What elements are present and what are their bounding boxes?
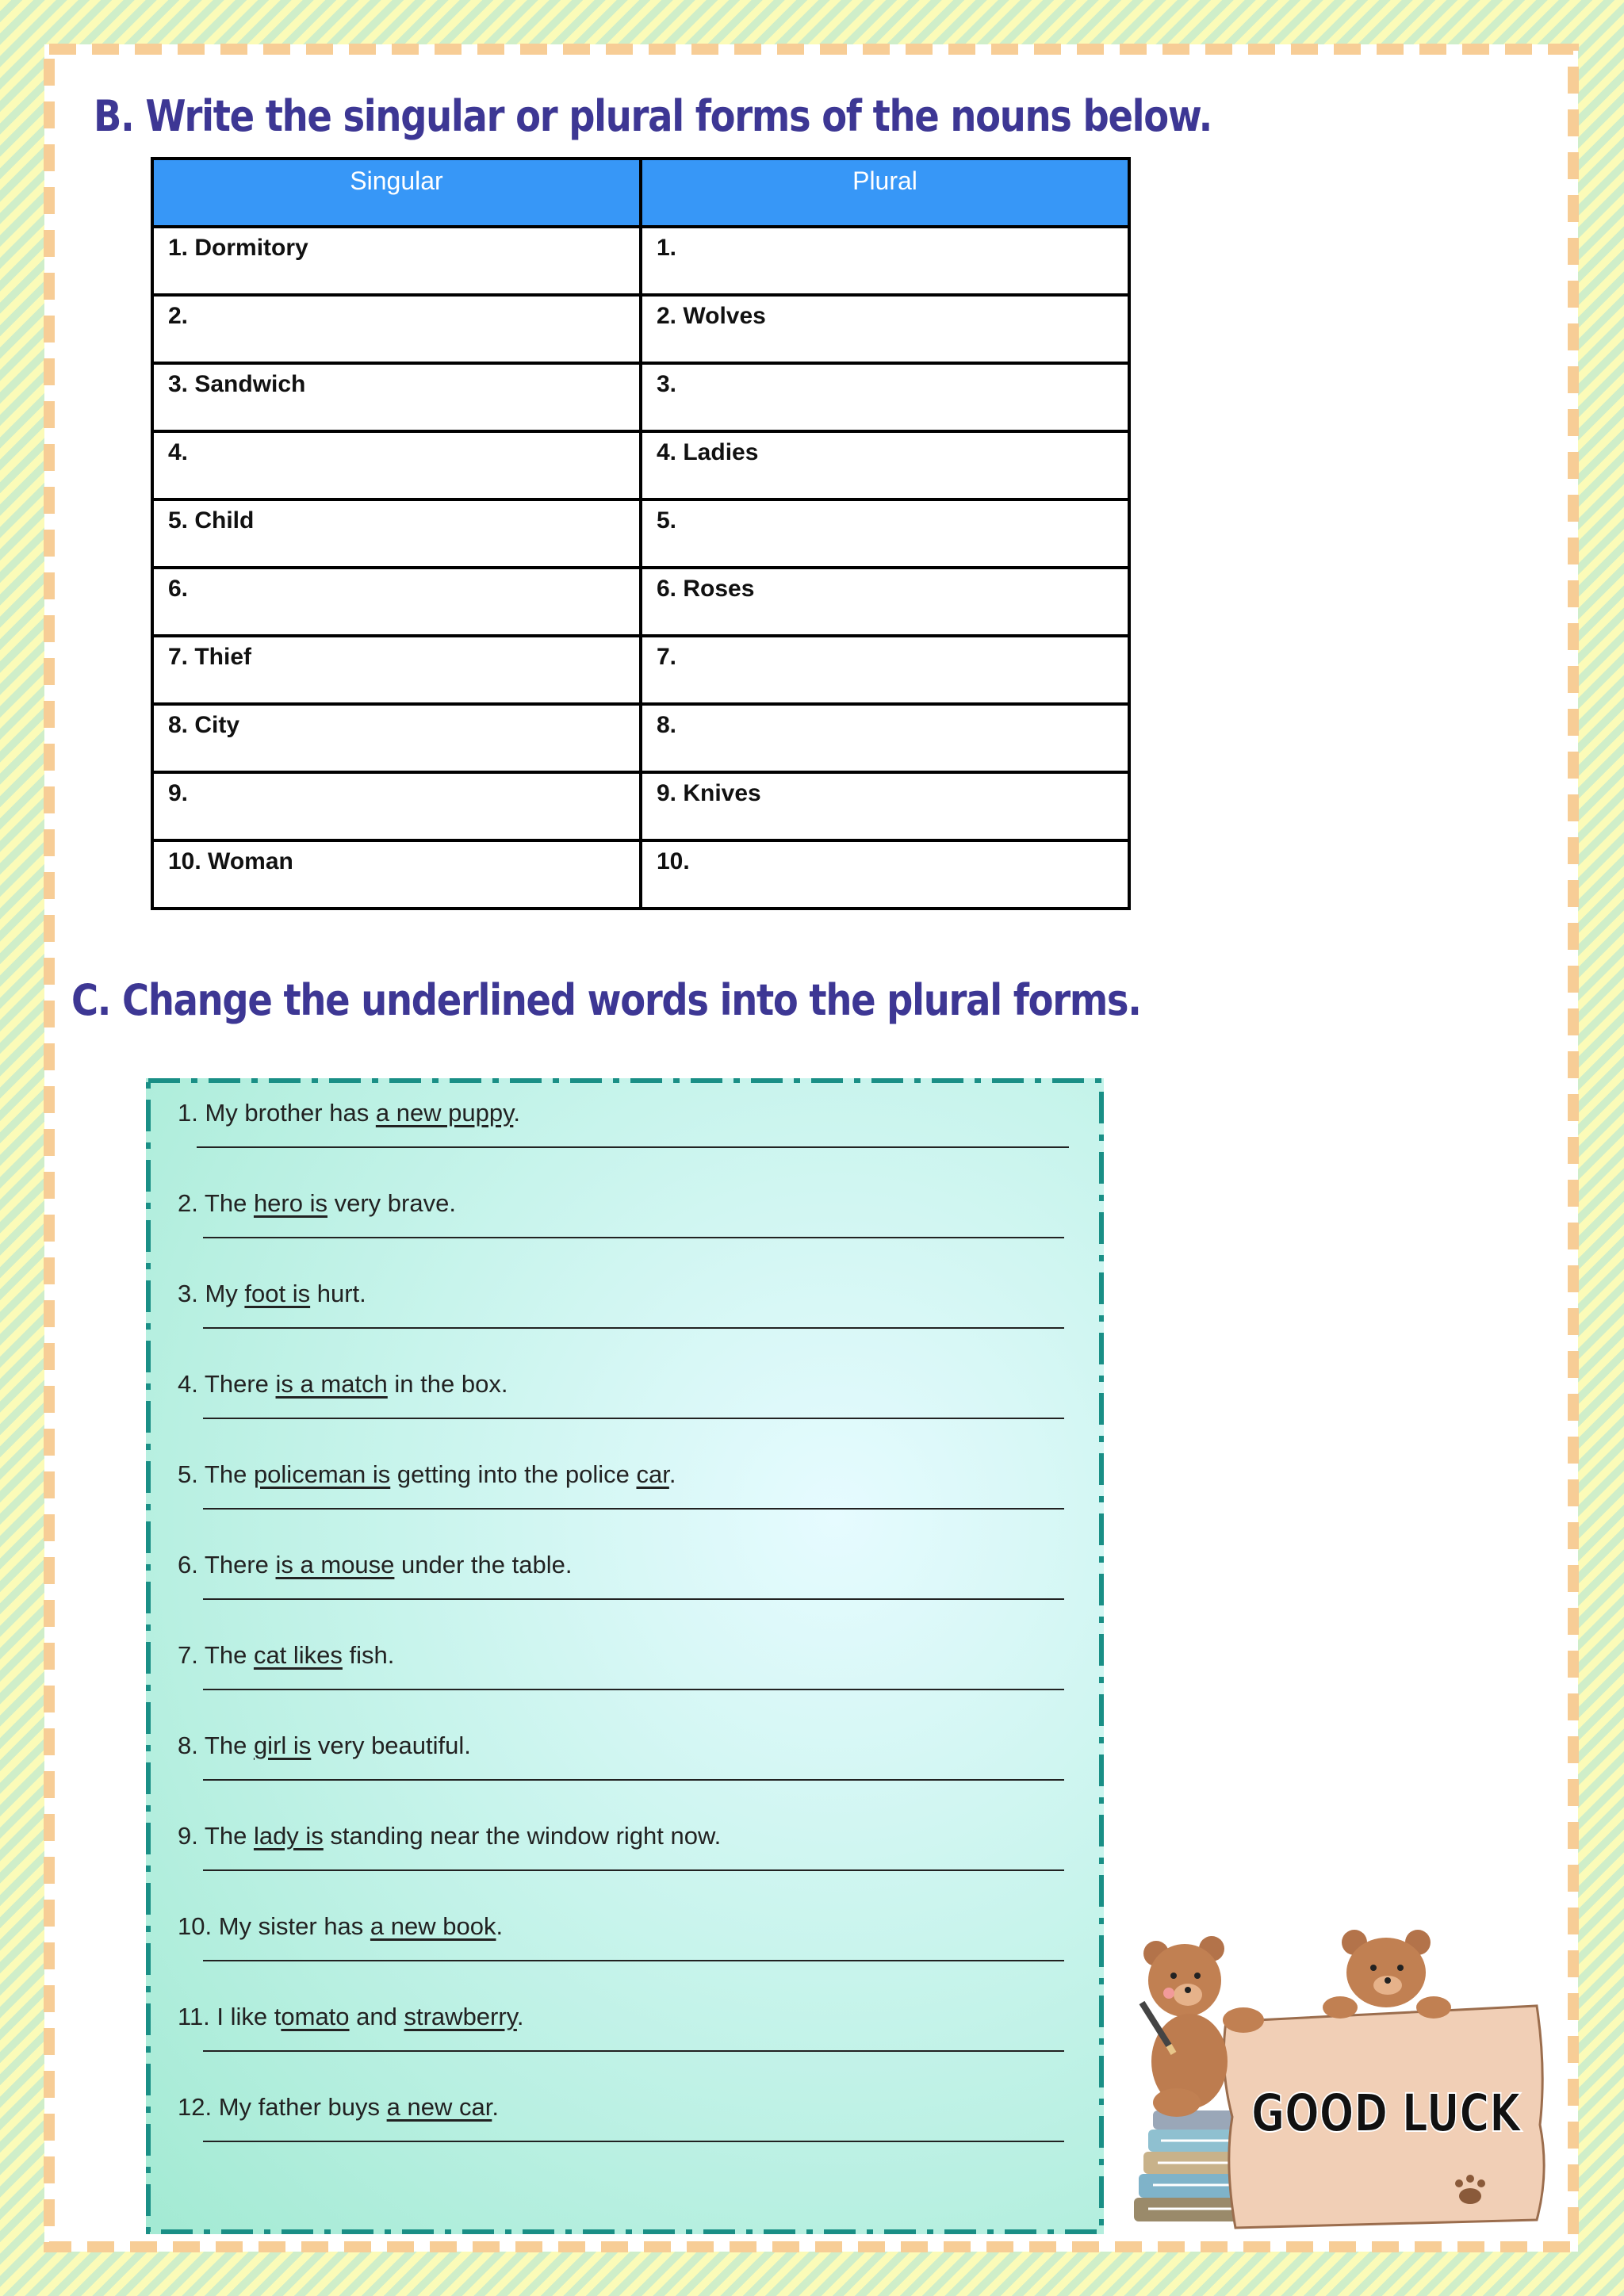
question-text xyxy=(178,1912,503,1941)
singular-cell[interactable]: 3. Sandwich xyxy=(152,363,641,431)
question-fragment: 2. The xyxy=(178,1189,254,1217)
answer-line[interactable] xyxy=(203,1689,1064,1690)
underlined-word: a new car xyxy=(386,2093,492,2121)
answer-line[interactable] xyxy=(203,1598,1064,1600)
question-fragment: 7. The xyxy=(178,1641,254,1669)
question-fragment: 4. There xyxy=(178,1370,276,1398)
question-text xyxy=(178,1189,456,1218)
question-fragment: 3. My xyxy=(178,1280,245,1307)
question-fragment: 1. My brother has xyxy=(178,1099,376,1127)
question-fragment: standing near the window right now. xyxy=(323,1822,722,1850)
plural-cell[interactable]: 3. xyxy=(641,363,1129,431)
singular-cell[interactable]: 2. xyxy=(152,295,641,363)
underlined-word: cat likes xyxy=(253,1641,343,1669)
plural-cell[interactable]: 8. xyxy=(641,704,1129,772)
question-fragment: and xyxy=(349,2003,404,2030)
question-fragment: hurt. xyxy=(310,1280,366,1307)
answer-line[interactable] xyxy=(203,1779,1064,1781)
answer-line[interactable] xyxy=(203,2050,1064,2052)
table-row xyxy=(152,840,1129,909)
underlined-word: a new puppy xyxy=(375,1099,514,1127)
table-row xyxy=(152,704,1129,772)
question-fragment: fish. xyxy=(342,1641,395,1669)
question-fragment: 10. My sister has xyxy=(178,1912,370,1940)
section-c-heading: C. Change the underlined words into the plural forms. xyxy=(71,975,1141,1025)
answer-line[interactable] xyxy=(203,1327,1064,1329)
underlined-word: is a mouse xyxy=(275,1551,395,1578)
singular-cell[interactable]: 1. Dormitory xyxy=(152,227,641,295)
question-fragment: very brave. xyxy=(327,1189,456,1217)
plural-cell[interactable]: 2. Wolves xyxy=(641,295,1129,363)
question-text xyxy=(178,2003,524,2031)
plural-cell[interactable]: 10. xyxy=(641,840,1129,909)
section-b-heading: B. Write the singular or plural forms of the nouns below. xyxy=(94,91,1212,141)
question-fragment: 11. I like t xyxy=(178,2003,282,2030)
underlined-word: foot is xyxy=(244,1280,311,1307)
singular-cell[interactable]: 5. Child xyxy=(152,499,641,568)
answer-line[interactable] xyxy=(203,1869,1064,1871)
underlined-word: a new book xyxy=(370,1912,496,1940)
table-row xyxy=(152,636,1129,704)
question-fragment: getting into the police xyxy=(390,1460,637,1488)
good-luck-text: GOOD LUCK xyxy=(1251,2083,1523,2144)
singular-cell[interactable]: 4. xyxy=(152,431,641,499)
table-row xyxy=(152,227,1129,295)
singular-cell[interactable]: 9. xyxy=(152,772,641,840)
nouns-table xyxy=(151,157,1131,910)
table-row xyxy=(152,431,1129,499)
question-fragment: 8. The xyxy=(178,1732,254,1759)
table-row xyxy=(152,363,1129,431)
question-fragment: 5. The xyxy=(178,1460,254,1488)
question-fragment: . xyxy=(516,2003,524,2030)
table-row xyxy=(152,499,1129,568)
singular-cell[interactable]: 8. City xyxy=(152,704,641,772)
answer-line[interactable] xyxy=(203,1960,1064,1961)
underlined-word: car xyxy=(636,1460,669,1488)
question-fragment: . xyxy=(668,1460,676,1488)
question-text xyxy=(178,2093,499,2122)
question-text xyxy=(178,1822,721,1850)
singular-cell[interactable]: 7. Thief xyxy=(152,636,641,704)
answer-line[interactable] xyxy=(203,1508,1064,1510)
question-fragment: 9. The xyxy=(178,1822,254,1850)
underlined-word: girl is xyxy=(253,1732,312,1759)
singular-cell[interactable]: 10. Woman xyxy=(152,840,641,909)
question-fragment: very beautiful. xyxy=(311,1732,471,1759)
underlined-word: hero is xyxy=(253,1189,327,1217)
answer-line[interactable] xyxy=(203,2141,1064,2142)
good-luck-sign xyxy=(1124,1927,1553,2236)
answer-line[interactable] xyxy=(203,1237,1064,1238)
singular-cell[interactable]: 6. xyxy=(152,568,641,636)
question-fragment: . xyxy=(496,1912,504,1940)
underlined-word: is a match xyxy=(275,1370,388,1398)
question-fragment: . xyxy=(513,1099,520,1127)
underlined-word: omato xyxy=(281,2003,350,2030)
plural-cell[interactable]: 5. xyxy=(641,499,1129,568)
plural-cell[interactable]: 6. Roses xyxy=(641,568,1129,636)
question-text xyxy=(178,1280,366,1308)
answer-line[interactable] xyxy=(203,1418,1064,1419)
question-text xyxy=(178,1732,471,1760)
column-header-singular: Singular xyxy=(152,159,641,227)
question-text xyxy=(178,1460,676,1489)
plural-cell[interactable]: 4. Ladies xyxy=(641,431,1129,499)
plural-cell[interactable]: 7. xyxy=(641,636,1129,704)
question-text xyxy=(178,1099,520,1127)
column-header-plural: Plural xyxy=(641,159,1129,227)
question-text xyxy=(178,1551,572,1579)
question-text xyxy=(178,1370,508,1399)
teddy-bear-icon xyxy=(1323,1930,1451,2019)
underlined-word: lady is xyxy=(253,1822,324,1850)
underlined-word: policeman is xyxy=(253,1460,391,1488)
question-fragment: 12. My father buys xyxy=(178,2093,387,2121)
underlined-word: strawberry xyxy=(404,2003,517,2030)
question-fragment: . xyxy=(492,2093,499,2121)
table-row xyxy=(152,568,1129,636)
table-row xyxy=(152,295,1129,363)
question-fragment: in the box. xyxy=(387,1370,508,1398)
question-fragment: under the table. xyxy=(394,1551,573,1578)
table-header-row xyxy=(152,159,1129,227)
plural-cell[interactable]: 9. Knives xyxy=(641,772,1129,840)
question-text xyxy=(178,1641,394,1670)
question-fragment: 6. There xyxy=(178,1551,276,1578)
table-row xyxy=(152,772,1129,840)
answer-line[interactable] xyxy=(197,1146,1069,1148)
plural-cell[interactable]: 1. xyxy=(641,227,1129,295)
